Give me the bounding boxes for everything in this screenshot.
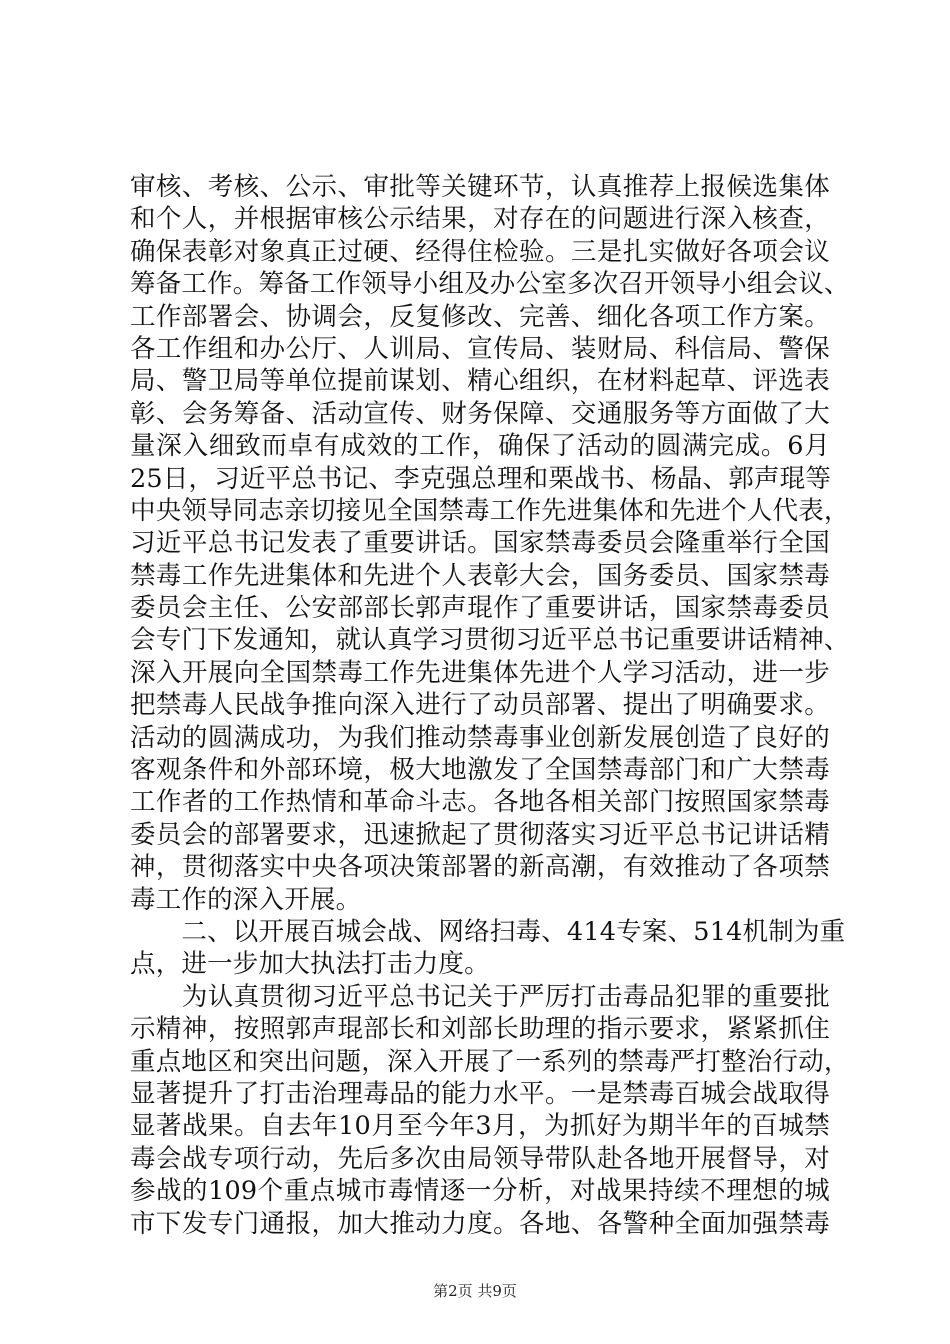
text-line: 委员会的部署要求，迅速掀起了贯彻落实习近平总书记讲话精: [130, 819, 830, 850]
text-line: 量深入细致而卓有成效的工作，确保了活动的圆满完成。6月: [130, 431, 830, 462]
text-line: 神，贯彻落实中央各项决策部署的新高潮，有效推动了各项禁: [130, 852, 830, 883]
text-line: 显著提升了打击治理毒品的能力水平。一是禁毒百城会战取得: [130, 1078, 830, 1109]
text-line: 活动的圆满成功，为我们推动禁毒事业创新发展创造了良好的: [130, 722, 830, 753]
text-line: 各工作组和办公厅、人训局、宣传局、装财局、科信局、警保: [130, 333, 830, 364]
text-line: 毒会战专项行动，先后多次由局领导带队赴各地开展督导，对: [130, 1143, 830, 1174]
text-line: 筹备工作。筹备工作领导小组及办公室多次召开领导小组会议、: [130, 269, 850, 300]
page-footer: 第2页 共9页: [433, 1282, 517, 1300]
text-line: 点，进一步加大执法打击力度。: [130, 949, 490, 980]
text-line: 毒工作的深入开展。: [130, 884, 362, 915]
text-line: 习近平总书记发表了重要讲话。国家禁毒委员会隆重举行全国: [130, 528, 830, 559]
text-line: 参战的109个重点城市毒情逐一分析，对战果持续不理想的城: [130, 1176, 830, 1207]
text-line: 中央领导同志亲切接见全国禁毒工作先进集体和先进个人代表，: [130, 495, 850, 526]
text-line: 示精神，按照郭声琨部长和刘部长助理的指示要求，紧紧抓住: [130, 1014, 830, 1045]
text-line: 工作部署会、协调会，反复修改、完善、细化各项工作方案。: [130, 301, 830, 332]
text-line: 彰、会务筹备、活动宣传、财务保障、交通服务等方面做了大: [130, 398, 830, 429]
text-line: 重点地区和突出问题，深入开展了一系列的禁毒严打整治行动，: [130, 1046, 850, 1077]
text-line: 会专门下发通知，就认真学习贯彻习近平总书记重要讲话精神、: [130, 625, 850, 656]
text-line: 和个人，并根据审核公示结果，对存在的问题进行深入核查，: [130, 204, 830, 235]
text-line: 把禁毒人民战争推向深入进行了动员部署、提出了明确要求。: [130, 690, 830, 721]
text-line: 禁毒工作先进集体和先进个人表彰大会，国务委员、国家禁毒: [130, 560, 830, 591]
text-line: 审核、考核、公示、审批等关键环节，认真推荐上报候选集体: [130, 172, 830, 202]
text-line: 25日，习近平总书记、李克强总理和栗战书、杨晶、郭声琨等: [130, 463, 832, 494]
text-line: 确保表彰对象真正过硬、经得住检验。三是扎实做好各项会议: [130, 236, 830, 267]
text-line: 深入开展向全国禁毒工作先进集体先进个人学习活动，进一步: [130, 657, 830, 688]
text-line: 委员会主任、公安部部长郭声琨作了重要讲话，国家禁毒委员: [130, 593, 830, 624]
text-line: 为认真贯彻习近平总书记关于严厉打击毒品犯罪的重要批: [130, 981, 830, 1012]
text-line: 二、以开展百城会战、网络扫毒、414专案、514机制为重: [130, 916, 846, 947]
document-body-text: [130, 171, 850, 1240]
text-line: 客观条件和外部环境，极大地激发了全国禁毒部门和广大禁毒: [130, 755, 830, 786]
text-line: 局、警卫局等单位提前谋划、精心组织，在材料起草、评选表: [130, 366, 830, 397]
text-line: 市下发专门通报，加大推动力度。各地、各警种全面加强禁毒: [130, 1208, 830, 1239]
text-line: 工作者的工作热情和革命斗志。各地各相关部门按照国家禁毒: [130, 787, 830, 818]
text-line: 显著战果。自去年10月至今年3月，为抓好为期半年的百城禁: [130, 1111, 830, 1142]
